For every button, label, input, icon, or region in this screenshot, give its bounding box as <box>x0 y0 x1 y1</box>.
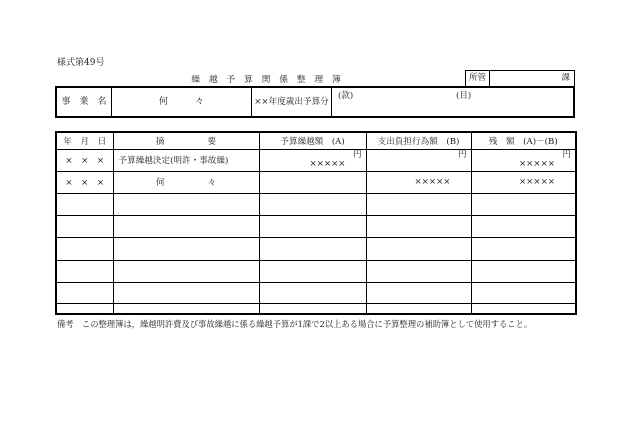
balance-cell <box>471 215 576 237</box>
budget-label: ××年度歳出予算分 <box>252 88 332 116</box>
page-title: 繰 越 予 算 関 係 整 理 簿 <box>191 75 341 85</box>
summary-cell <box>113 237 259 260</box>
carryover-cell <box>259 237 366 260</box>
jurisdiction-box <box>465 70 575 87</box>
date-cell <box>56 260 113 282</box>
commitment-cell <box>366 149 471 171</box>
table-row <box>56 215 576 237</box>
date-cell <box>56 215 113 237</box>
carryover-value: ××××× <box>309 158 346 169</box>
header-date: 年 月 日 <box>56 132 113 149</box>
date-cell <box>56 303 113 314</box>
date-cell: × × × <box>56 171 113 193</box>
table-header-row <box>56 132 576 149</box>
balance-value: ××××× <box>518 177 555 187</box>
commitment-cell <box>366 193 471 215</box>
yen-unit: 円 <box>457 149 467 160</box>
summary-cell: 予算繰越決定(明許・事故繰) <box>113 149 259 171</box>
jurisdiction-label: 所管 <box>466 71 490 86</box>
balance-cell <box>471 237 576 260</box>
form-number: 様式第49号 <box>57 58 105 68</box>
date-cell <box>56 237 113 260</box>
commitment-cell <box>366 215 471 237</box>
summary-cell <box>113 282 259 303</box>
project-name: 何 々 <box>112 88 252 116</box>
commitment-cell <box>366 260 471 282</box>
header-commitment: 支出負担行為額 (B) <box>366 132 471 149</box>
balance-cell <box>471 260 576 282</box>
commitment-value: ××××× <box>414 177 451 187</box>
jurisdiction-unit: 課 <box>561 73 570 83</box>
commitment-cell <box>366 171 471 193</box>
yen-unit: 円 <box>352 149 362 160</box>
balance-cell <box>471 282 576 303</box>
summary-cell: 何 々 <box>113 171 259 193</box>
balance-cell <box>471 303 576 314</box>
budget-item-cell <box>332 88 573 116</box>
moku-label: (目) <box>456 91 472 101</box>
summary-cell <box>113 303 259 314</box>
ledger-table <box>55 131 577 315</box>
kan-label: (款) <box>338 91 354 101</box>
date-cell: × × × <box>56 149 113 171</box>
table-row <box>56 282 576 303</box>
summary-cell <box>113 260 259 282</box>
date-cell <box>56 193 113 215</box>
remarks-note: 備考 この整理簿は，繰越明許費及び事故繰越に係る繰越予算が1課で2以上ある場合に予算整理の補助簿として使用すること。 <box>57 319 533 329</box>
table-row <box>56 171 576 193</box>
table-row <box>56 149 576 171</box>
table-row <box>56 260 576 282</box>
carryover-cell <box>259 193 366 215</box>
commitment-cell <box>366 237 471 260</box>
date-cell <box>56 282 113 303</box>
header-summary: 摘 要 <box>113 132 259 149</box>
header-balance: 残 額 (A)－(B) <box>471 132 576 149</box>
carryover-cell <box>259 282 366 303</box>
balance-cell <box>471 193 576 215</box>
commitment-cell <box>366 282 471 303</box>
table-row <box>56 303 576 314</box>
balance-cell <box>471 171 576 193</box>
commitment-cell <box>366 303 471 314</box>
summary-cell <box>113 215 259 237</box>
table-row <box>56 193 576 215</box>
summary-cell <box>113 193 259 215</box>
balance-value: ××××× <box>518 158 555 169</box>
carryover-cell <box>259 303 366 314</box>
carryover-cell <box>259 215 366 237</box>
header-carryover: 予算繰越額 (A) <box>259 132 366 149</box>
project-box <box>55 86 575 118</box>
project-label: 事 業 名 <box>57 88 112 116</box>
carryover-cell <box>259 149 366 171</box>
carryover-cell <box>259 260 366 282</box>
table-row <box>56 237 576 260</box>
carryover-cell <box>259 171 366 193</box>
yen-unit: 円 <box>562 149 571 160</box>
balance-cell <box>471 149 576 171</box>
